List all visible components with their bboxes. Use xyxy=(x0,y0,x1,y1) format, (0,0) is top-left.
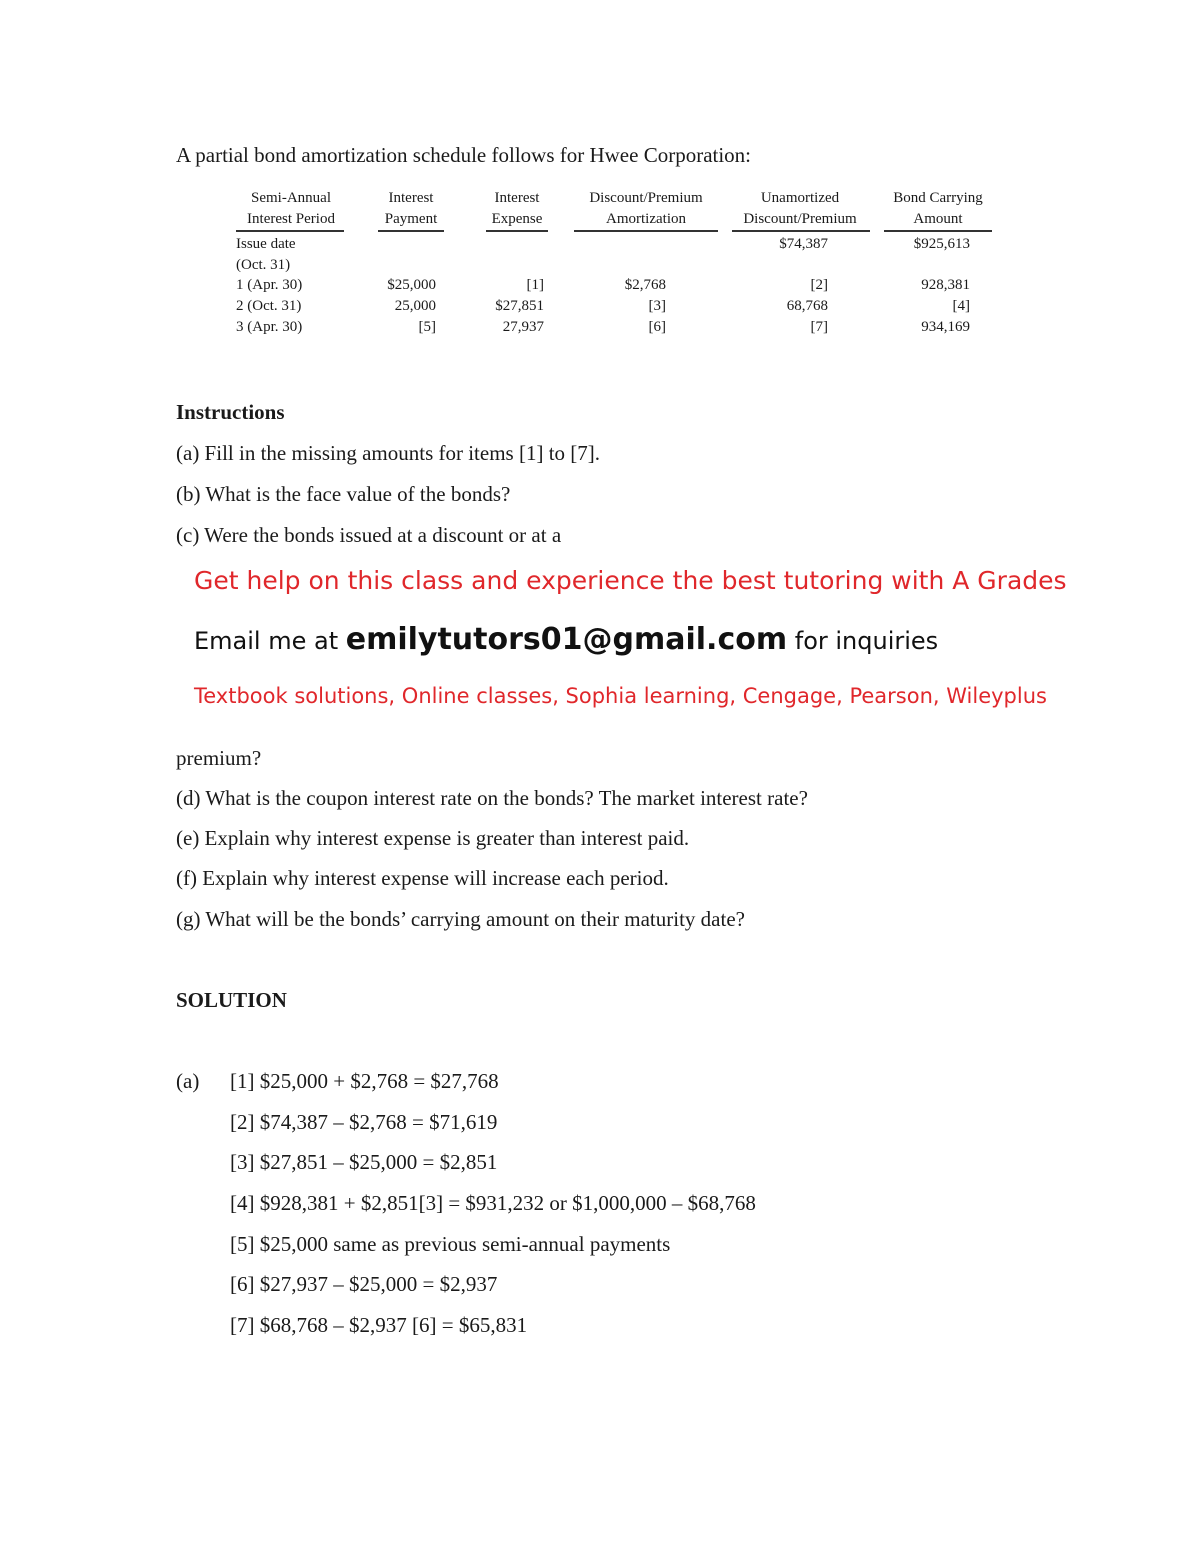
header-rule xyxy=(884,230,992,232)
table-cell: (Oct. 31) xyxy=(236,257,291,273)
header-rule xyxy=(574,230,718,232)
ad-email-suffix: for inquiries xyxy=(787,627,939,655)
table-cell: 1 (Apr. 30) xyxy=(236,277,303,293)
table-cell: $74,387 xyxy=(779,236,828,252)
instruction-item: (e) Explain why interest expense is greater than interest paid. xyxy=(176,826,690,850)
solution-line: [3] $27,851 – $25,000 = $2,851 xyxy=(230,1150,498,1174)
header-rule xyxy=(732,230,870,232)
solution-line: [4] $928,381 + $2,851[3] = $931,232 or $1,000,000 – $68,768 xyxy=(230,1191,756,1215)
ad-email-address[interactable]: emilytutors01@gmail.com xyxy=(345,622,788,657)
instructions-title: Instructions xyxy=(176,400,285,424)
ad-email-prefix: Email me at xyxy=(194,627,346,655)
table-cell: $2,768 xyxy=(624,277,666,293)
table-cell: $925,613 xyxy=(913,236,970,252)
instruction-item: (d) What is the coupon interest rate on the bonds? The market interest rate? xyxy=(176,786,808,810)
header-interest-period: Semi-Annual Interest Period xyxy=(247,190,335,227)
header-rule xyxy=(486,230,548,232)
intro-text: A partial bond amortization schedule follows for Hwee Corporation: xyxy=(176,143,752,167)
header-unamortized: Unamortized Discount/Premium xyxy=(743,190,857,227)
table-cell: 68,768 xyxy=(786,298,828,314)
table-cell: $27,851 xyxy=(495,298,544,314)
table-cell: Issue date xyxy=(236,236,296,252)
instruction-item: (a) Fill in the missing amounts for items [1] to [7]. xyxy=(176,441,601,465)
solution-line: [5] $25,000 same as previous semi-annual payments xyxy=(230,1232,671,1256)
header-rule xyxy=(236,230,344,232)
instruction-item: (g) What will be the bonds’ carrying amount on their maturity date? xyxy=(176,907,745,931)
solution-line: [7] $68,768 – $2,937 [6] = $65,831 xyxy=(230,1313,528,1337)
ad-services: Textbook solutions, Online classes, Sophia learning, Cengage, Pearson, Wileyplus xyxy=(194,684,1047,708)
table-cell: [7] xyxy=(810,319,828,335)
header-interest-expense: Interest Expense xyxy=(491,190,543,227)
instruction-item: (b) What is the face value of the bonds? xyxy=(176,482,511,506)
table-cell: 3 (Apr. 30) xyxy=(236,319,303,335)
table-cell: $25,000 xyxy=(387,277,436,293)
table-cell: [4] xyxy=(952,298,970,314)
table-cell: [3] xyxy=(648,298,666,314)
table-cell: 27,937 xyxy=(502,319,544,335)
solution-line: [6] $27,937 – $25,000 = $2,937 xyxy=(230,1272,498,1296)
table-cell: [5] xyxy=(418,319,436,335)
table-cell: 928,381 xyxy=(921,277,970,293)
table-cell: [1] xyxy=(526,277,544,293)
header-carrying-amount: Bond Carrying Amount xyxy=(893,190,983,227)
instruction-item: (c) Were the bonds issued at a discount or at a xyxy=(176,523,562,547)
table-cell: [2] xyxy=(810,277,828,293)
instruction-item: premium? xyxy=(176,746,262,770)
solution-title: SOLUTION xyxy=(176,988,287,1012)
instruction-item: (f) Explain why interest expense will increase each period. xyxy=(176,866,669,890)
table-cell: [6] xyxy=(648,319,666,335)
table-cell: 25,000 xyxy=(394,298,436,314)
solution-part-label: (a) xyxy=(176,1069,200,1093)
solution-line: [2] $74,387 – $2,768 = $71,619 xyxy=(230,1110,498,1134)
ad-email-line xyxy=(194,622,938,657)
ad-headline: Get help on this class and experience the best tutoring with A Grades xyxy=(194,566,1067,595)
header-interest-payment: Interest Payment xyxy=(384,190,438,227)
solution-line: [1] $25,000 + $2,768 = $27,768 xyxy=(230,1069,499,1093)
table-cell: 934,169 xyxy=(921,319,970,335)
header-amortization: Discount/Premium Amortization xyxy=(589,190,703,227)
header-rule xyxy=(378,230,444,232)
table-cell: 2 (Oct. 31) xyxy=(236,298,302,314)
